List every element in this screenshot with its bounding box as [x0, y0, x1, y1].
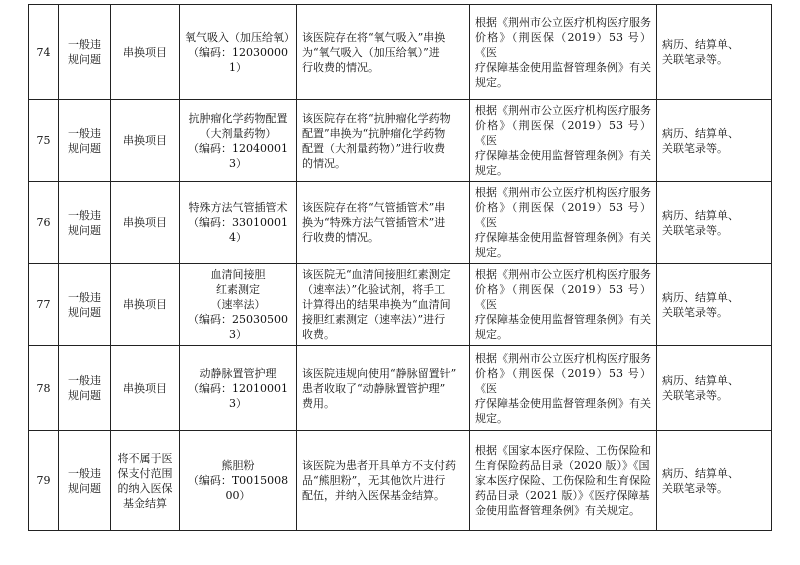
cell-billing-item-line: （速率法）	[210, 298, 266, 311]
cell-evidence	[657, 182, 772, 264]
cell-issue-type-line: 规问题	[68, 141, 101, 155]
cell-description-line: 配置”串换为“抗肿瘤化学药物	[302, 126, 446, 140]
cell-description-line: 收费。	[302, 328, 335, 341]
cell-legal-basis-line: 规定。	[475, 411, 508, 425]
cell-billing-item-line: 抗肿瘤化学药物配置	[188, 111, 288, 125]
cell-evidence-line: 关联笔录等。	[662, 305, 728, 319]
cell-description	[297, 346, 470, 431]
cell-legal-basis-line: 规定。	[475, 328, 508, 341]
cell-legal-basis-line: 生育保险药品目录（2020 版）》《国	[475, 459, 650, 472]
cell-description-line: 该医院存在将“氧气吸入”串换	[302, 30, 446, 44]
cell-legal-basis	[470, 5, 657, 100]
cell-issue-type	[59, 431, 111, 531]
cell-billing-item-line: （编码：120300001）	[188, 45, 288, 74]
cell-issue-type	[59, 346, 111, 431]
table-row	[29, 431, 772, 531]
cell-issue-kind-line: 串换项目	[123, 381, 167, 395]
cell-issue-type-line: 规问题	[68, 305, 101, 319]
cell-description-line: 配伍，并纳入医保基金结算。	[302, 489, 445, 502]
cell-issue-type	[59, 5, 111, 100]
cell-legal-basis	[470, 264, 657, 346]
cell-evidence-line: 关联笔录等。	[662, 53, 728, 66]
cell-description	[297, 431, 470, 531]
cell-legal-basis-line: 根据《荆州市公立医疗机构医疗服务	[475, 15, 651, 29]
cell-evidence-line: 关联笔录等。	[662, 141, 728, 155]
cell-number: 77	[29, 264, 59, 346]
cell-issue-type-line: 一般违	[68, 38, 101, 51]
table-row	[29, 346, 772, 431]
cell-legal-basis-line: 药品目录（2021 版）》《医疗保障基	[475, 489, 650, 502]
cell-description-line: 该医院存在将“气管插管术”串	[302, 201, 446, 214]
cell-issue-kind	[111, 5, 180, 100]
cell-evidence-line: 病历、结算单、	[662, 38, 739, 51]
cell-legal-basis-line: 价格》（荆医保（2019）53 号）《医	[475, 201, 651, 229]
cell-issue-type-line: 一般违	[68, 374, 101, 387]
table-body	[29, 5, 772, 531]
cell-legal-basis	[470, 346, 657, 431]
cell-issue-type-line: 规问题	[68, 53, 101, 66]
cell-legal-basis-line: 价格》（荆医保（2019）53 号）《医	[475, 30, 651, 59]
cell-legal-basis-line: 价格》（荆医保（2019）53 号）《医	[475, 283, 651, 311]
cell-legal-basis-line: 金使用监督管理条例》有关规定。	[475, 504, 640, 517]
cell-description-line: 为“氧气吸入（加压给氧）”进	[302, 45, 440, 59]
cell-issue-type-line: 一般违	[68, 208, 101, 222]
cell-evidence-line: 关联笔录等。	[662, 481, 728, 495]
cell-evidence-line: 病历、结算单、	[662, 466, 739, 480]
cell-issue-kind	[111, 100, 180, 182]
cell-legal-basis-line: 家本医疗保险、工伤保险和生育保险	[475, 474, 651, 487]
cell-billing-item-line: （编码：250305003）	[188, 313, 288, 341]
cell-legal-basis-line: 规定。	[475, 75, 508, 89]
cell-legal-basis	[470, 100, 657, 182]
cell-number: 76	[29, 182, 59, 264]
table-row	[29, 100, 772, 182]
cell-issue-kind-line: 基金结算	[123, 496, 167, 510]
cell-billing-item-line: （编码：120100013）	[188, 381, 288, 410]
cell-issue-kind-line: 串换项目	[123, 216, 167, 229]
cell-evidence-line: 关联笔录等。	[662, 389, 728, 402]
cell-issue-type-line: 规问题	[68, 481, 101, 495]
cell-description-line: 配置（大剂量药物）”进行收费	[302, 141, 446, 155]
cell-number: 74	[29, 5, 59, 100]
cell-number: 78	[29, 346, 59, 431]
cell-billing-item	[180, 182, 297, 264]
cell-description-line: 该医院存在将“抗肿瘤化学药物	[302, 111, 451, 125]
table-row	[29, 5, 772, 100]
cell-issue-kind	[111, 264, 180, 346]
cell-billing-item-line: 熊胆粉	[221, 459, 255, 472]
cell-issue-kind-line: 串换项目	[123, 134, 167, 147]
cell-issue-type-line: 一般违	[68, 290, 101, 304]
cell-issue-type-line: 一般违	[68, 126, 101, 140]
cell-legal-basis-line: 规定。	[475, 246, 508, 259]
cell-billing-item	[180, 100, 297, 182]
cell-evidence-line: 关联笔录等。	[662, 223, 728, 237]
cell-evidence	[657, 431, 772, 531]
cell-description-line: 费用。	[302, 396, 335, 410]
cell-legal-basis	[470, 431, 657, 531]
cell-legal-basis-line: 根据《荆州市公立医疗机构医疗服务	[475, 104, 651, 117]
cell-billing-item-line: 氧气吸入（加压给氧）	[185, 30, 295, 44]
cell-legal-basis-line: 根据《国家本医疗保险、工伤保险和	[475, 444, 651, 457]
cell-issue-kind	[111, 431, 180, 531]
cell-description-line: 接胆红素测定（速率法）”进行	[302, 313, 446, 326]
cell-evidence	[657, 346, 772, 431]
cell-number: 79	[29, 431, 59, 531]
cell-evidence	[657, 5, 772, 100]
cell-evidence-line: 病历、结算单、	[662, 126, 739, 140]
cell-evidence-line: 病历、结算单、	[662, 290, 739, 304]
cell-description-line: 行收费的情况。	[302, 231, 379, 244]
cell-legal-basis-line: 疗保障基金使用监督管理条例》有关	[475, 60, 651, 74]
cell-billing-item-line: 血清间接胆	[210, 268, 266, 281]
cell-description	[297, 264, 470, 346]
cell-issue-kind	[111, 182, 180, 264]
cell-billing-item-line: （大剂量药物）	[199, 126, 277, 140]
cell-description	[297, 5, 470, 100]
cell-legal-basis-line: 疗保障基金使用监督管理条例》有关	[475, 396, 651, 410]
cell-evidence	[657, 264, 772, 346]
cell-billing-item-line: 特殊方法气管插管术	[188, 201, 288, 214]
table-row	[29, 264, 772, 346]
cell-legal-basis-line: 根据《荆州市公立医疗机构医疗服务	[475, 186, 651, 199]
cell-description-line: 该医院为患者开具单方不支付药	[302, 459, 456, 472]
violations-table	[28, 4, 772, 531]
cell-billing-item-line: 红素测定	[216, 283, 260, 296]
cell-legal-basis-line: 价格》（荆医保（2019）53 号）《医	[475, 366, 651, 395]
cell-legal-basis-line: 价格》（荆医保（2019）53 号）《医	[475, 119, 651, 147]
cell-issue-kind-line: 保支付范围	[117, 466, 173, 480]
cell-evidence-line: 病历、结算单、	[662, 374, 739, 387]
cell-billing-item-line: （编码：120400013）	[188, 141, 288, 170]
cell-description-line: 该医院无“血清间接胆红素测定	[302, 268, 451, 281]
cell-billing-item	[180, 5, 297, 100]
cell-legal-basis-line: 疗保障基金使用监督管理条例》有关	[475, 231, 651, 244]
cell-description-line: 计算得出的结果串换为“血清间	[302, 298, 451, 311]
cell-issue-type	[59, 264, 111, 346]
cell-issue-kind-line: 串换项目	[123, 298, 167, 311]
cell-description-line: 行收费的情况。	[302, 60, 379, 74]
cell-billing-item-line: （编码：330100014）	[188, 216, 288, 244]
cell-description-line: 该医院违规向使用“静脉留置针”	[302, 366, 457, 380]
table-row	[29, 182, 772, 264]
cell-issue-type-line: 规问题	[68, 389, 101, 402]
cell-description-line: （速率法）”化验试剂，将手工	[302, 283, 446, 296]
cell-issue-kind	[111, 346, 180, 431]
cell-evidence	[657, 100, 772, 182]
cell-issue-type-line: 规问题	[68, 223, 101, 237]
cell-billing-item-line: （编码：T001500800）	[187, 474, 289, 502]
cell-description-line: 患者收取了“动静脉置管护理”	[302, 381, 446, 395]
cell-legal-basis-line: 疗保障基金使用监督管理条例》有关	[475, 149, 651, 162]
cell-number: 75	[29, 100, 59, 182]
cell-description	[297, 100, 470, 182]
cell-legal-basis	[470, 182, 657, 264]
cell-billing-item	[180, 346, 297, 431]
cell-issue-type-line: 一般违	[68, 466, 101, 480]
cell-issue-kind-line: 将不属于医	[117, 451, 173, 465]
cell-legal-basis-line: 规定。	[475, 164, 508, 177]
cell-issue-kind-line: 的纳入医保	[117, 481, 173, 495]
cell-description-line: 的情况。	[302, 156, 346, 170]
cell-billing-item	[180, 264, 297, 346]
cell-issue-type	[59, 182, 111, 264]
cell-issue-type	[59, 100, 111, 182]
cell-evidence-line: 病历、结算单、	[662, 208, 739, 222]
cell-issue-kind-line: 串换项目	[123, 45, 167, 59]
cell-billing-item	[180, 431, 297, 531]
cell-billing-item-line: 动静脉置管护理	[199, 366, 277, 380]
cell-description	[297, 182, 470, 264]
cell-legal-basis-line: 根据《荆州市公立医疗机构医疗服务	[475, 351, 651, 365]
cell-legal-basis-line: 根据《荆州市公立医疗机构医疗服务	[475, 268, 651, 281]
cell-description-line: 品“熊胆粉”，无其他饮片进行	[302, 474, 446, 487]
cell-description-line: 换为“特殊方法气管插管术”进	[302, 216, 446, 229]
cell-legal-basis-line: 疗保障基金使用监督管理条例》有关	[475, 313, 651, 326]
